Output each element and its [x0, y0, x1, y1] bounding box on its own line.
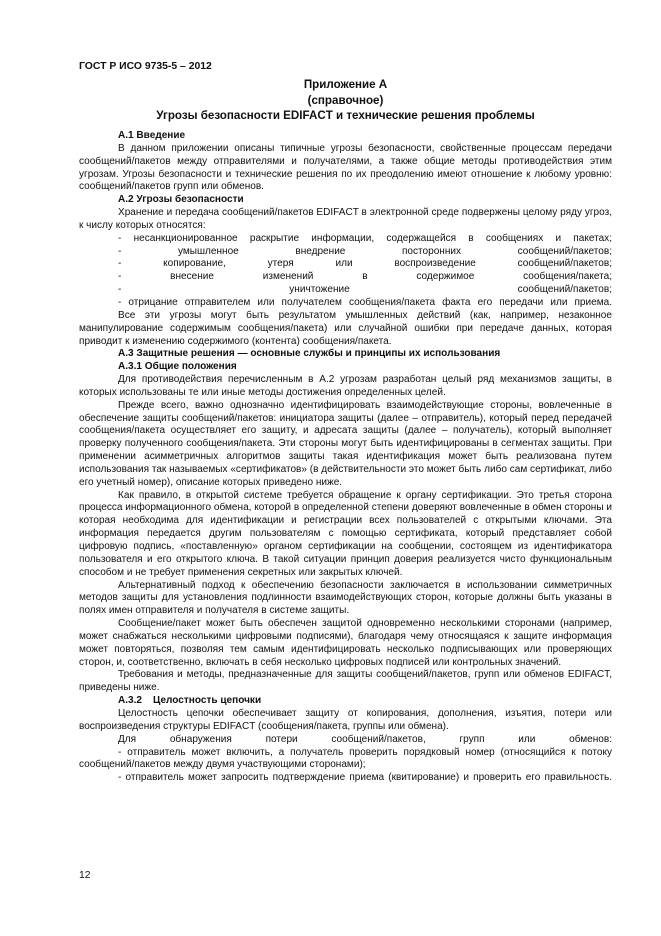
document-body [79, 130, 612, 785]
section-number: А.3.2 [118, 695, 143, 707]
section-heading [79, 695, 612, 708]
list-item: - умышленное внедрение посторонних сообщений/пакетов; [118, 245, 612, 257]
body-paragraph: Альтернативный подход к обеспечению безопасности заключается в использовании симметричных методов защиты для установления подлинности взаимодействующих сторон, которые должны быть указаны в полях имен отправителя и получателя в системе защиты. [79, 579, 612, 617]
body-paragraph: Все эти угрозы могут быть результатом умышленных действий (как, например, незаконное манипулирование содержимым сообщения/пакета) или случайной ошибки при передаче данных, которая приводит к изменению содержимого (контента) сообщения/пакета. [79, 309, 612, 347]
body-paragraph: Для противодействия перечисленным в А.2 угрозам разработан целый ряд механизмов защиты, в которых использованы те или иные методы достижения определенных целей. [79, 374, 612, 398]
body-paragraph: Для обнаружения потери сообщений/пакетов, групп или обменов: [118, 733, 612, 745]
section-heading: А.1 Введение [118, 130, 186, 141]
annex-title: Приложение А [303, 78, 388, 91]
list-item: - отрицание отправителем или получателем сообщения/пакета факта его передачи или приема. [118, 296, 612, 308]
list-item: - отправитель может запросить подтверждение приема (квитирование) и проверить его правильность. [118, 772, 612, 784]
list-item: - отправитель может включить, а получатель проверить порядковый номер (относящийся к потоку сообщений/пакетов между двумя участвующими сторонами); [79, 746, 612, 771]
body-paragraph: Как правило, в открытой системе требуется обращение к органу сертификации. Это третья сторона процесса информационного обмена, которой в определенной степени доверяют вовлеченные в обмен стороны и которая необходима для идентификации и регистрации всех пользователей с открытыми ключами. Эта информация передается другим пользователям с помощью сертификата, который представляет собой цифровую подпись, «поставленную» органом сертификации на сообщении, состоящем из идентификатора пользователя и его открытого ключа. В такой ситуации принцип доверия реализуется чисто функциональным способом и не требует применения секретных или закрытых ключей. [79, 489, 612, 578]
standard-header: ГОСТ Р ИСО 9735-5 – 2012 [79, 61, 212, 72]
section-heading: А.3 Защитные решения — основные службы и принципы их использования [118, 348, 501, 360]
section-heading: А.3.1 Общие положения [118, 361, 237, 373]
body-paragraph: Требования и методы, предназначенные для защиты сообщений/пакетов, групп или обменов EDIFACT, приведены ниже. [79, 669, 612, 694]
list-item: - несанкционированное раскрытие информации, содержащейся в сообщениях и пакетах; [118, 232, 612, 244]
list-item: - внесение изменений в содержимое сообщения/пакета; [118, 271, 612, 283]
body-paragraph: В данном приложении описаны типичные угрозы безопасности, свойственные процессам передачи сообщений/пакетов между отправителями и получателями, а также общие методы противодействия этим угрозам. Угрозы безопасности и технические решения по их преодолению имеют отношение к любому уровню: сообщений/пакетов групп или обменов. [79, 142, 612, 193]
body-paragraph: Хранение и передача сообщений/пакетов EDIFACT в электронной среде подвержены целому ряду угроз, к числу которых относятся: [79, 207, 612, 231]
list-item: - копирование, утеря или воспроизведение сообщений/пакетов; [118, 258, 612, 270]
list-item: - уничтожение сообщений/пакетов; [118, 284, 612, 296]
section-heading: А.2 Угрозы безопасности [118, 194, 244, 206]
body-paragraph: Прежде всего, важно однозначно идентифицировать взаимодействующие стороны, вовлеченные в обеспечение защиты сообщений/пакетов: инициатора защиты (далее – отправитель), который перед передачей сообщения/пакета осуществляет его защиту, и адресата защиты (далее – получатель), который выполняет проверку полученного сообщения/пакета. Эти стороны могут быть идентифицированы в сегментах защиты. При применении асимметричных алгоритмов защиты такая идентификация может быть реализована путем использования так называемых «сертификатов» (в действительности это может быть либо сам сертификат, либо его учетный номер), описание которых приведено ниже. [79, 399, 612, 488]
annex-subtitle: (справочное) [307, 94, 384, 107]
section-title: Целостность цепочки [153, 695, 262, 707]
page-number: 12 [79, 870, 91, 881]
body-paragraph: Целостность цепочки обеспечивает защиту от копирования, дополнения, изъятия, потери или воспроизведения структуры EDIFACT (сообщения/пакета, группы или обмена). [79, 707, 612, 732]
body-paragraph: Сообщение/пакет может быть обеспечен защитой одновременно несколькими сторонами (например, может снабжаться несколькими цифровыми подписями), благодаря чему относящаяся к защите информация может повторяться, позволяя тем самым идентифицировать несколько подписывающих или проверяющих сторон, и, соответственно, включать в себя несколько цифровых подписей или контрольных значений. [79, 618, 612, 668]
annex-heading: Угрозы безопасности EDIFACT и технические решения проблемы [156, 109, 535, 122]
